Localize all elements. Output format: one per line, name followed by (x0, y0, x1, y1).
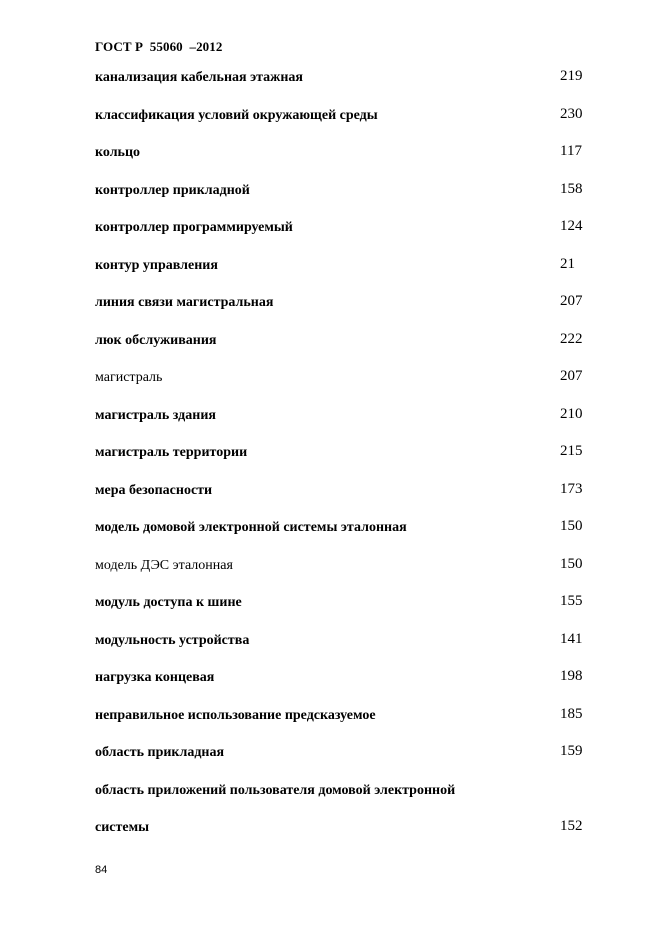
index-term: мера безопасности (95, 483, 213, 498)
document-header: ГОСТ Р 55060 –2012 (95, 39, 223, 54)
index-term: модель ДЭС эталонная (95, 558, 233, 573)
index-term: люк обслуживания (95, 333, 217, 348)
index-entry (95, 292, 583, 314)
index-entry (95, 180, 583, 202)
index-entry (95, 667, 583, 689)
index-page-ref: 141 (560, 631, 583, 647)
index-page-ref: 210 (560, 406, 583, 422)
index-term: область прикладная (95, 745, 225, 760)
index-entry (95, 742, 583, 764)
index-term: неправильное использование предсказуемое (95, 708, 376, 723)
index-page-ref: 150 (560, 556, 583, 572)
index-term: кольцо (95, 145, 141, 160)
index-entry (95, 105, 583, 127)
index-entry (95, 367, 583, 389)
index-entry (95, 517, 583, 539)
index-page-ref: 215 (560, 443, 583, 459)
index-page-ref: 230 (560, 106, 583, 122)
index-page-ref: 185 (560, 706, 583, 722)
index-term: модель домовой электронной системы эталонная (95, 520, 407, 535)
index-page-ref: 198 (560, 668, 583, 684)
index-page-ref: 159 (560, 743, 583, 759)
index-page-ref: 207 (560, 368, 583, 384)
index-term: модуль доступа к шине (95, 595, 242, 610)
index-term: магистраль территории (95, 445, 248, 460)
index-entry (95, 555, 583, 577)
index-entry (95, 630, 583, 652)
index-entry (95, 705, 583, 727)
index-entry (95, 142, 583, 164)
index-entry (95, 442, 583, 464)
index-page-ref: 158 (560, 181, 583, 197)
index-entry (95, 255, 583, 277)
index-entry (95, 405, 583, 427)
index-term-line1: область приложений пользователя домовой электронной (95, 783, 456, 798)
index-entry (95, 67, 583, 89)
index-page-ref: 21 (560, 256, 575, 272)
index-entry (95, 330, 583, 352)
index-page-ref: 173 (560, 481, 583, 497)
index-term: канализация кабельная этажная (95, 70, 303, 85)
index-term: нагрузка концевая (95, 670, 215, 685)
index-term: контур управления (95, 258, 218, 273)
page-number: 84 (95, 864, 108, 876)
index-entry-multiline (95, 780, 583, 835)
index-page-ref: 117 (560, 143, 582, 159)
index-term: модульность устройства (95, 633, 250, 648)
index-page-ref: 124 (560, 218, 583, 234)
index-page-ref: 222 (560, 331, 583, 347)
index-term: классификация условий окружающей среды (95, 108, 378, 123)
index-page-ref: 207 (560, 293, 583, 309)
index-term-line2: системы (95, 820, 150, 835)
index-term: магистраль здания (95, 408, 216, 423)
index-term: магистраль (95, 370, 163, 385)
index-page-ref: 152 (560, 818, 583, 834)
index-page-ref: 150 (560, 518, 583, 534)
index-term: контроллер программируемый (95, 220, 293, 235)
index-entry (95, 217, 583, 239)
index-page-ref: 155 (560, 593, 583, 609)
index-entry (95, 480, 583, 502)
index-term: контроллер прикладной (95, 183, 250, 198)
index-term: линия связи магистральная (95, 295, 274, 310)
index-page-ref: 219 (560, 68, 583, 84)
index-entry (95, 592, 583, 614)
